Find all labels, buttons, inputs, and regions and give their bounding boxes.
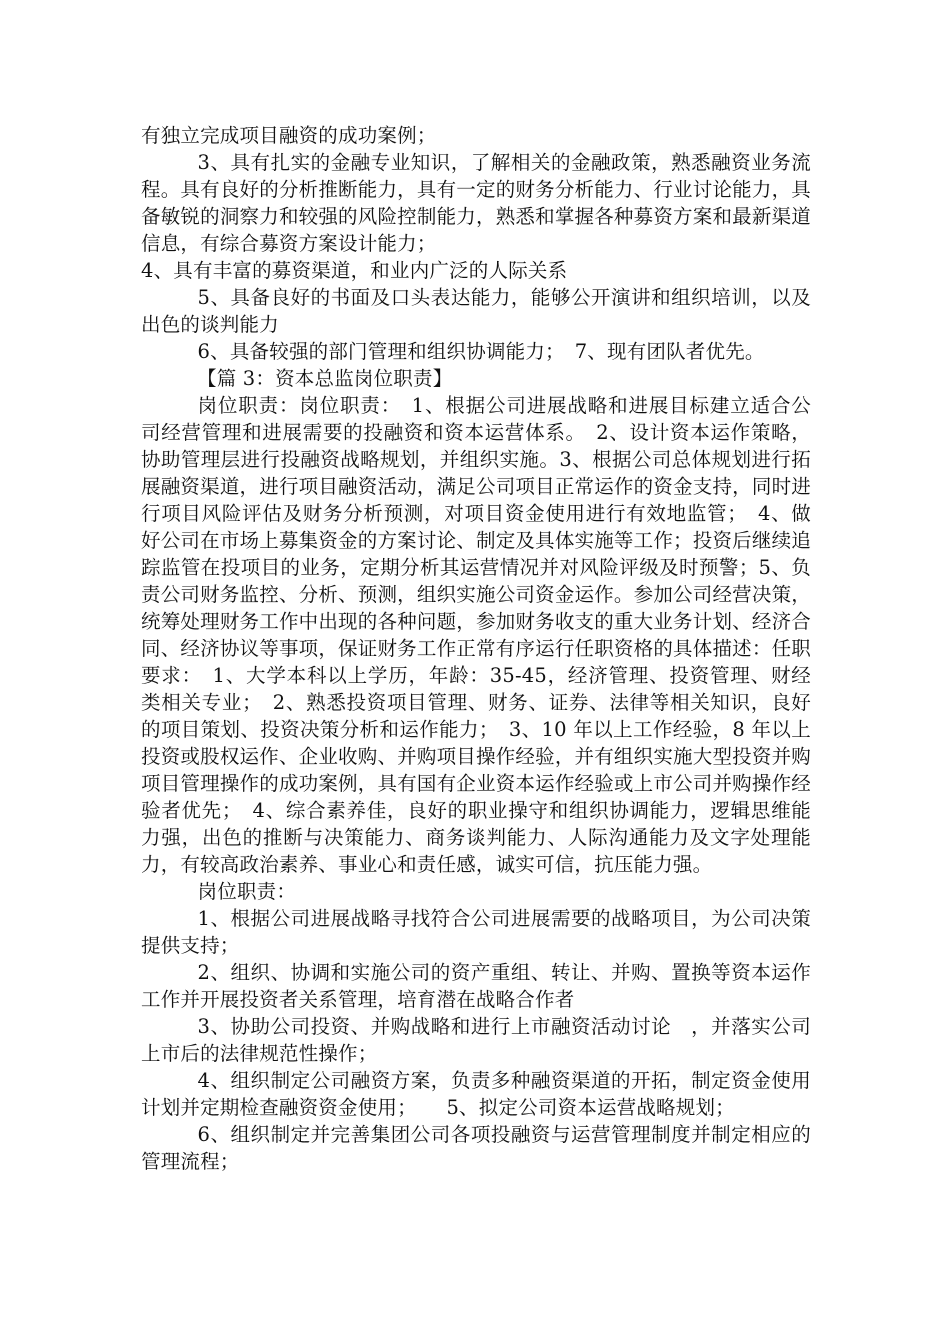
paragraph-1: 有独立完成项目融资的成功案例； — [141, 124, 437, 147]
paragraph-11: 4、组织制定公司融资方案，负责多种融资渠道的开拓，制定资金使用计划并定期检查融资资金使用； 5、拟定公司资本运营战略规划； — [141, 1069, 811, 1119]
paragraph-12: 6、组织制定并完善集团公司各项投融资与运营管理制度并制定相应的管理流程； — [141, 1123, 811, 1173]
paragraph-3: 4、具有丰富的募资渠道，和业内广泛的人际关系 — [141, 259, 568, 282]
paragraph-8: 1、根据公司进展战略寻找符合公司进展需要的战略项目，为公司决策提供支持； — [141, 907, 811, 957]
document-body — [141, 122, 811, 1175]
section-heading: 【篇 3：资本总监岗位职责】 — [197, 367, 453, 390]
paragraph-10: 3、协助公司投资、并购战略和进行上市融资活动讨论 ，并落实公司上市后的法律规范性操作； — [141, 1015, 811, 1065]
paragraph-9: 2、组织、协调和实施公司的资产重组、转让、并购、置换等资本运作工作并开展投资者关系管理，培育潜在战略合作者 — [141, 961, 811, 1011]
paragraph-6: 岗位职责：岗位职责： 1、根据公司进展战略和进展目标建立适合公司经营管理和进展需要的投融资和资本运营体系。 2、设计资本运作策略，协助管理层进行投融资战略规划，并组织实施。3、根据公司总体规划进行拓展融资渠道，进行项目融资活动，满足公司项目正常运作的资金支持，同时进行项目风险评估及财务分析预测，对项目资金使用进行有效地监管； 4、做好公司在市场上募集资金的方案讨论、制定及具体实施等工作；投资后继续追踪监管在投项目的业务，定期分析其运营情况并对风险评级及时预警；5、负责公司财务监控、分析、预测，组织实施公司资金运作。参加公司经营决策，统筹处理财务工作中出现的各种问题，参加财务收支的重大业务计划、经济合同、经济协议等事项，保证财务工作正常有序运行任职资格的具体描述：任职要求： 1、大学本科以上学历，年龄：35-45，经济管理、投资管理、财经类相关专业； 2、熟悉投资项目管理、财务、证券、法律等相关知识，良好的项目策划、投资决策分析和运作能力； 3、10 年以上工作经验，8 年以上投资或股权运作、企业收购、并购项目操作经验，并有组织实施大型投资并购项目管理操作的成功案例，具有国有企业资本运作经验或上市公司并购操作经验者优先； 4、综合素养佳，良好的职业操守和组织协调能力，逻辑思维能力强，出色的推断与决策能力、商务谈判能力、人际沟通能力及文字处理能力，有较高政治素养、事业心和责任感，诚实可信，抗压能力强。 — [141, 394, 811, 876]
paragraph-2: 3、具有扎实的金融专业知识，了解相关的金融政策，熟悉融资业务流程。具有良好的分析推断能力，具有一定的财务分析能力、行业讨论能力，具备敏锐的洞察力和较强的风险控制能力，熟悉和掌握各种募资方案和最新渠道信息，有综合募资方案设计能力； — [141, 151, 811, 255]
paragraph-7: 岗位职责： — [197, 880, 297, 903]
paragraph-4: 5、具备良好的书面及口头表达能力，能够公开演讲和组织培训，以及出色的谈判能力 — [141, 286, 811, 336]
paragraph-5: 6、具备较强的部门管理和组织协调能力； 7、现有团队者优先。 — [197, 340, 765, 363]
